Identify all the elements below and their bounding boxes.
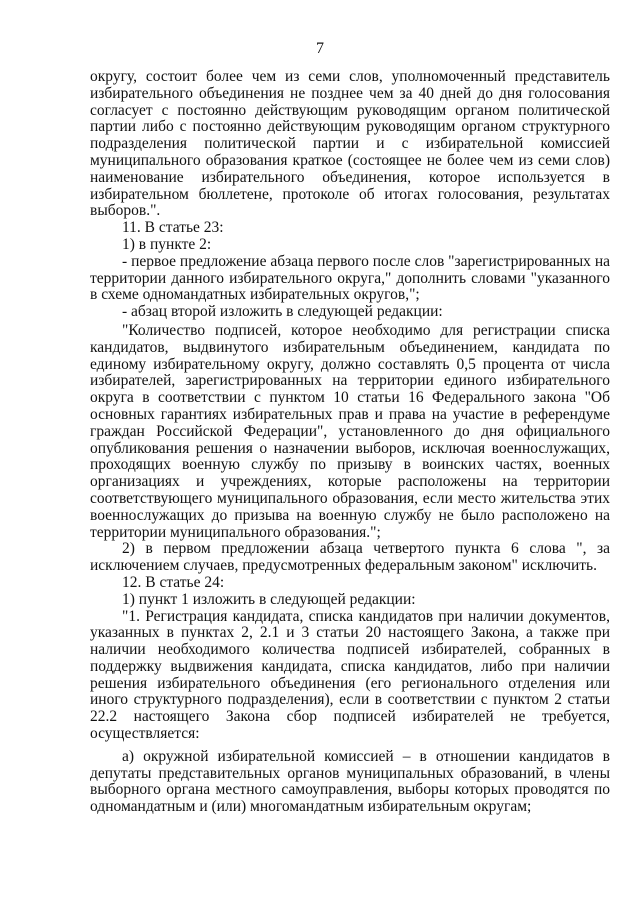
subpoint-a: а) окружной избирательной комиссией – в отношении кандидатов в депутаты представительных органов муниципальных образований, в члены выборного органа местного самоуправления, выборы которых проводятся по одномандатным и (или) многомандатным избирательным округам;: [90, 747, 610, 816]
quoted-signatures-paragraph: "Количество подписей, которое необходимо для регистрации списка кандидатов, выдвинутого избирательным объединением, кандидата по единому избирательному округу, должно составлять 0,5 процента от числа избирателей, зарегистрированных на территории единого избирательного округа в соответствии с пунктом 10 статьи 16 Федерального закона "Об основных гарантиях избирательных прав и права на участие в референдуме граждан Российской Федерации", установленного до дня официального опубликования решения о назначении выборов, исключая военнослужащих, проходящих военную службу по призыву в воинских частях, военных организациях и учреждениях, которые расположены на территории соответствующего муниципального образования, если место жительства этих военнослужащих до призыва на военную службу не было расположено на территории муниципального образования.";: [90, 321, 610, 541]
paragraph-continuation: округу, состоит более чем из семи слов, уполномоченный представитель избирательного объединения не позднее чем за 40 дней до дня голосования согласует с постоянно действующим руководящим органом политической партии либо с постоянно действующим руководящим органом структурного подразделения политической партии и с избирательной комиссией муниципального образования краткое (состоящее не более чем из семи слов) наименование избирательного объединения, которое используется в избирательном бюллетене, протоколе об итогах голосования, результатах выборов.".: [90, 68, 610, 220]
page-number: 7: [316, 40, 324, 57]
document-body: [90, 69, 610, 816]
article-24-heading: 12. В статье 24:: [122, 573, 225, 591]
point-2-amendment: 2) в первом предложении абзаца четвертого пункта 6 слова ", за исключением случаев, предусмотренных федеральным законом" исключить.: [90, 540, 610, 575]
amendment-second-paragraph-intro: - абзац второй изложить в следующей редакции:: [122, 303, 443, 321]
quoted-registration-paragraph: "1. Регистрация кандидата, списка кандидатов при наличии документов, указанных в пунктах 2, 2.1 и 3 статьи 20 настоящего Закона, а также при наличии необходимого количества подписей избирателей, собранных в поддержку выдвижения кандидата, списка кандидатов, либо при наличии решения избирательного объединения (его регионального отделения или иного структурного подразделения), если в соответствии с пунктом 2 статьи 22.2 настоящего Закона сбор подписей избирателей не требуется, осуществляется:: [90, 607, 610, 743]
article-23-heading: 11. В статье 23:: [122, 219, 224, 237]
point-1-heading: 1) в пункте 2:: [122, 235, 212, 253]
amendment-first-sentence: - первое предложение абзаца первого после слов "зарегистрированных на территории данного избирательного округа," дополнить словами "указанного в схеме одномандатных избирательных округов,";: [90, 252, 610, 304]
article-24-point-1-intro: 1) пункт 1 изложить в следующей редакции:: [122, 590, 416, 608]
